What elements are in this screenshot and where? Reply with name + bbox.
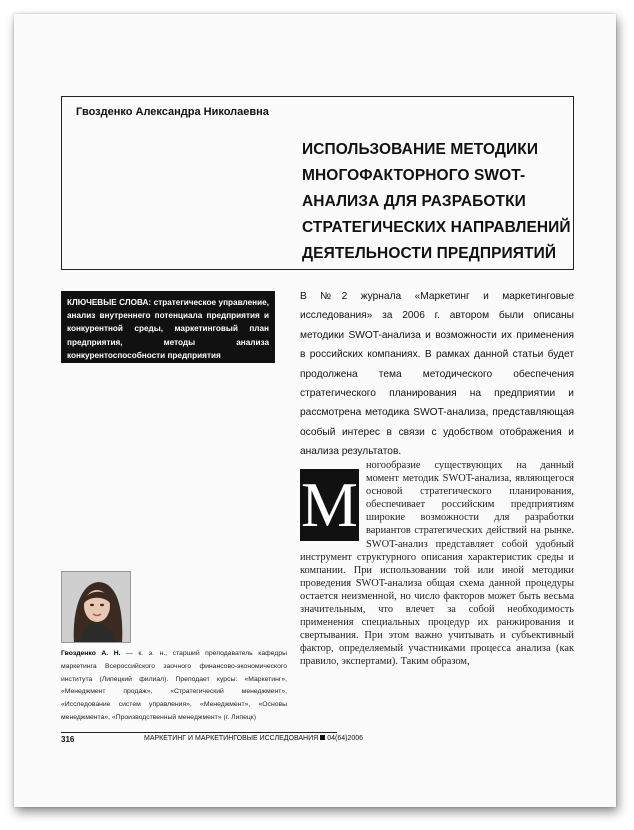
article-title: ИСПОЛЬЗОВАНИЕ МЕТОДИКИ МНОГОФАКТОРНОГО SWOT-АНАЛИЗА ДЛЯ РАЗРАБОТКИ СТРАТЕГИЧЕСКИХ НАПРАВЛЕНИЙ ДЕЯТЕЛЬНОСТИ ПРЕДПРИЯТИЙ	[302, 141, 571, 262]
author-bio	[61, 648, 287, 725]
article-header	[61, 96, 574, 270]
journal-issue: 04(64)2006	[327, 735, 364, 742]
article-abstract: В №2 журнала «Маркетинг и маркетинговые исследования» за 2006 г. автором были описаны методики SWOT-анализа и возможности их применения в российских компаниях. В рамках данной статьи будет продолжена тема методического обеспечения стратегического планирования на предприятии и рассмотрена методика SWOT-анализа, представляющая особый интерес в связи с удобством отображения и анализа результатов.	[300, 291, 574, 458]
bio-name: Гвозденко А. Н.	[61, 650, 121, 657]
footer-rule	[61, 732, 337, 733]
author-photo	[61, 571, 131, 643]
square-icon	[320, 735, 325, 740]
bio-text: — к. э. н., старший преподаватель кафедры маркетинга Всероссийского заочного финансово-экономического института (Липецкий филиал). Преподает курсы: «Маркетинг», «Менеджмент продаж», «Стратегический менеджмент», «Исследование систем управления», «Менеджмент», «Основы менеджмента», «Производственный менеджмент» (г. Липецк)	[61, 650, 287, 721]
journal-footer	[144, 735, 363, 742]
drop-cap: М	[301, 469, 358, 540]
keywords-text: стратегическое управление, анализ внутреннего потенциала предприятия и конкурентной среды, маркетинговый план предприятия, методы анализа конкурентоспособности предприятия	[67, 298, 269, 360]
author-name: Гвозденко Александра Николаевна	[76, 106, 269, 118]
keywords-box	[61, 291, 275, 363]
page-number: 316	[61, 735, 75, 744]
journal-page	[14, 14, 616, 807]
article-body	[300, 459, 574, 669]
portrait-icon	[62, 572, 131, 643]
keywords-label: КЛЮЧЕВЫЕ СЛОВА:	[67, 298, 152, 307]
journal-name: МАРКЕТИНГ И МАРКЕТИНГОВЫЕ ИССЛЕДОВАНИЯ	[144, 735, 319, 742]
body-paragraph: ногообразие существующих на данный момент методик SWOT-анализа, являющегося основой стратегического планирования, обеспечивает российским предприятиям широкие возможности для разработки вариантов стратегических действий на рынке. SWOT-анализ представляет собой удобный инструмент структурного описания характеристик среды и компании. При использовании той или иной методики проведения SWOT-анализа общая схема данной процедуры остается неизменной, но число факторов может быть весьма значительным, что влечет за собой необходимость применения специальных процедур их ранжирования и свертывания. При этом важно учитывать и субъективный фактор, определяемый участниками процесса анализа (как правило, экспертами). Таким образом,	[300, 460, 574, 668]
